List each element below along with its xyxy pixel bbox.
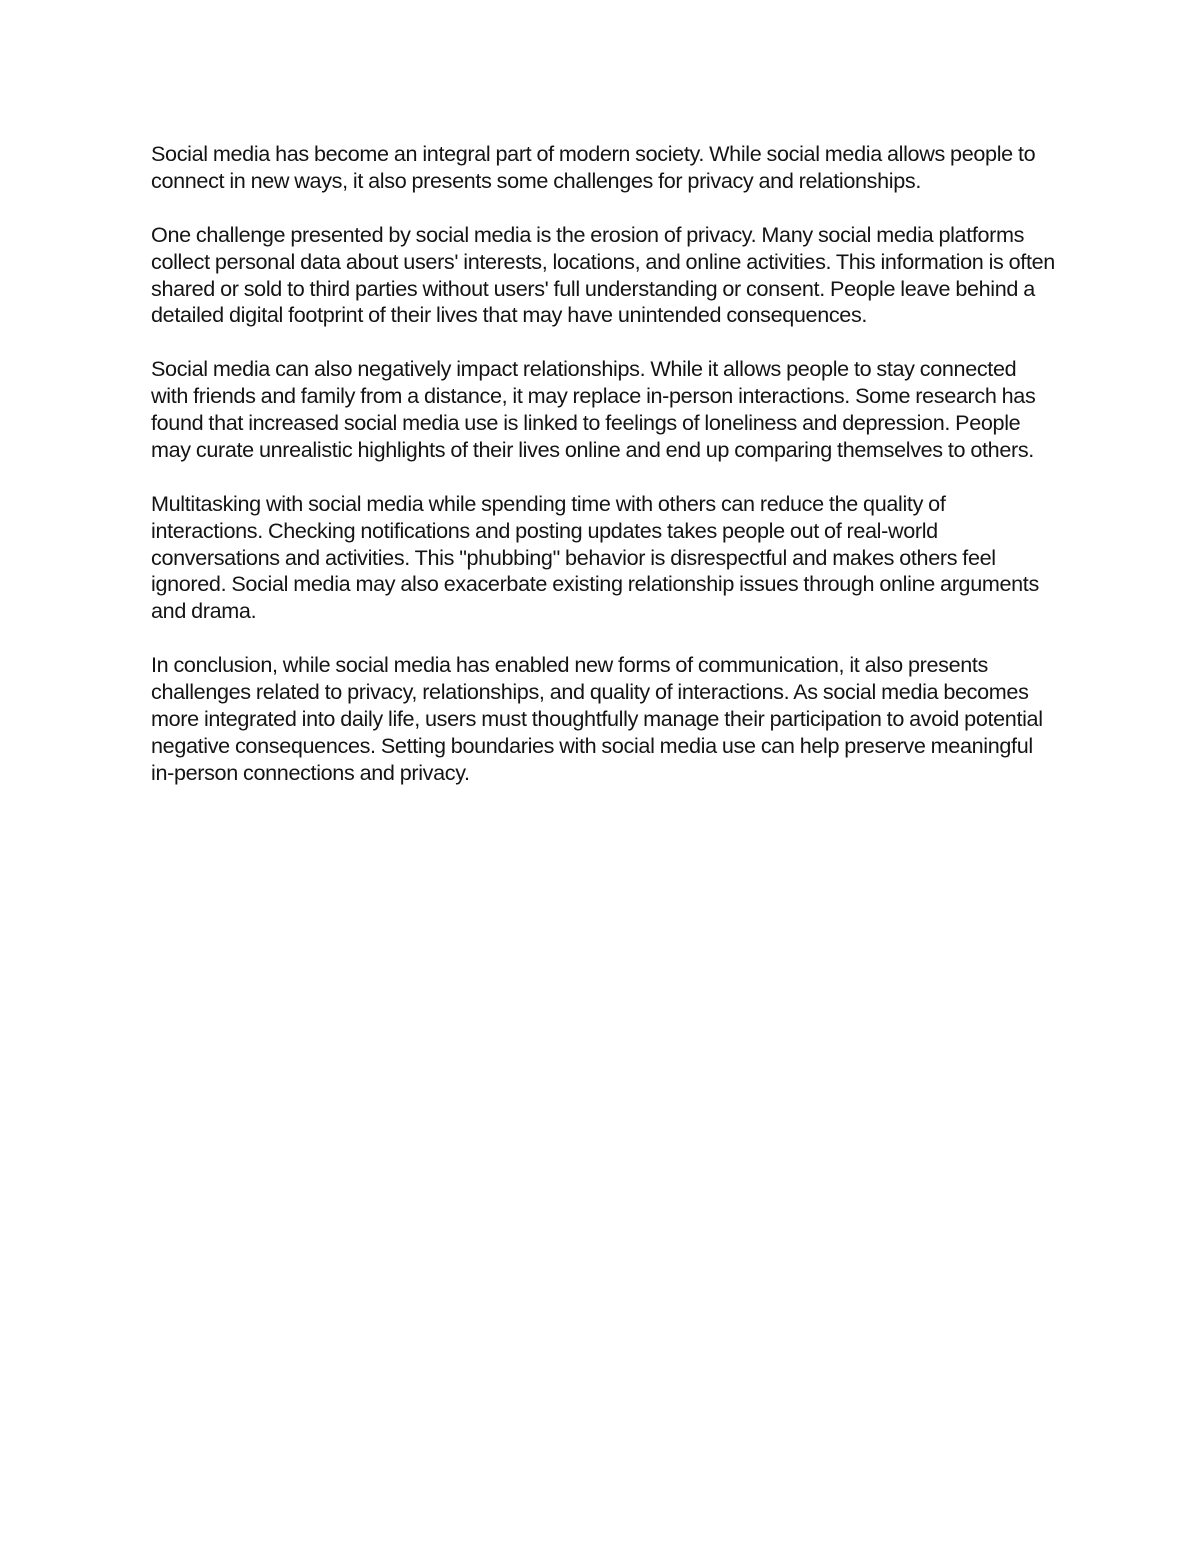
paragraph-intro: Social media has become an integral part of modern society. While social media allows people to connect in new ways, it also presents some challenges for privacy and relationships. [151, 141, 1036, 193]
paragraph-multitasking: Multitasking with social media while spending time with others can reduce the quality of interactions. Checking notifications and posting updates takes people out of real-world conversations and activities. This "phubbing" behavior is disrespectful and makes others feel ignored. Social media may also exacerbate existing relationship issues through online arguments and drama. [151, 490, 1039, 624]
document-body [151, 141, 1056, 814]
paragraph-relationships: Social media can also negatively impact relationships. While it allows people to stay connected with friends and family from a distance, it may replace in-person interactions. Some research has found that increased social media use is linked to feelings of loneliness and depression. People may curate unrealistic highlights of their lives online and end up comparing themselves to others. [151, 356, 1036, 462]
paragraph-conclusion: In conclusion, while social media has enabled new forms of communication, it also presents challenges related to privacy, relationships, and quality of interactions. As social media becomes more integrated into daily life, users must thoughtfully manage their participation to avoid potential negative consequences. Setting boundaries with social media use can help preserve meaningful in-person connections and privacy. [151, 652, 1043, 785]
paragraph-privacy: One challenge presented by social media is the erosion of privacy. Many social media platforms collect personal data about users' interests, locations, and online activities. This information is often shared or sold to third parties without users' full understanding or consent. People leave behind a detailed digital footprint of their lives that may have unintended consequences. [151, 221, 1055, 328]
